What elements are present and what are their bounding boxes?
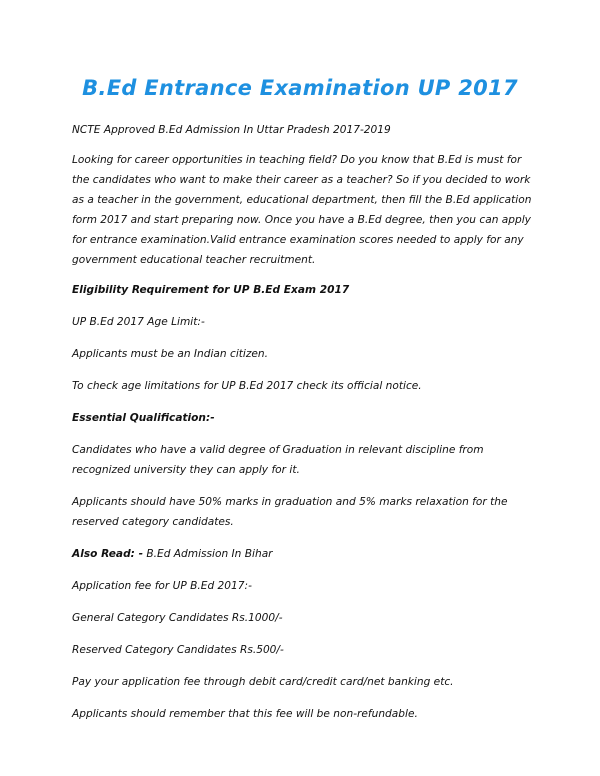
fee-payment: Pay your application fee through debit card/credit card/net banking etc.	[72, 676, 454, 688]
fee-heading: Application fee for UP B.Ed 2017:-	[72, 580, 252, 592]
age-line-citizen: Applicants must be an Indian citizen.	[72, 348, 269, 360]
age-limit-heading: UP B.Ed 2017 Age Limit:-	[72, 316, 205, 328]
qualification-line-marks: Applicants should have 50% marks in graduation and 5% marks relaxation for the reserved category candidates.	[72, 496, 508, 528]
also-read-link[interactable]: B.Ed Admission In Bihar	[146, 548, 273, 560]
also-read-line	[72, 544, 534, 564]
age-line-notice: To check age limitations for UP B.Ed 2017 check its official notice.	[72, 380, 422, 392]
intro-paragraph: Looking for career opportunities in teaching field? Do you know that B.Ed is must for the candidates who want to make their career as a teacher? So if you decided to work as a teacher in the government, educational department, then fill the B.Ed application form 2017 and start preparing now. Once you have a B.Ed degree, then you can apply for entrance examination.Valid entrance examination scores needed to apply for any government educational teacher recruitment.	[72, 154, 532, 266]
qualification-heading: Essential Qualification:-	[72, 412, 215, 424]
qualification-line-degree: Candidates who have a valid degree of Graduation in relevant discipline from recognized university they can apply for it.	[72, 444, 484, 476]
eligibility-heading: Eligibility Requirement for UP B.Ed Exam 2017	[72, 284, 350, 296]
page-title: B.Ed Entrance Examination UP 2017	[82, 76, 518, 100]
fee-reserved: Reserved Category Candidates Rs.500/-	[72, 644, 284, 656]
document-body	[72, 120, 534, 724]
also-read-label: Also Read: -	[72, 548, 143, 560]
fee-note: Applicants should remember that this fee will be non-refundable.	[72, 708, 418, 720]
subtitle: NCTE Approved B.Ed Admission In Uttar Pradesh 2017-2019	[72, 124, 391, 136]
fee-general: General Category Candidates Rs.1000/-	[72, 612, 283, 624]
